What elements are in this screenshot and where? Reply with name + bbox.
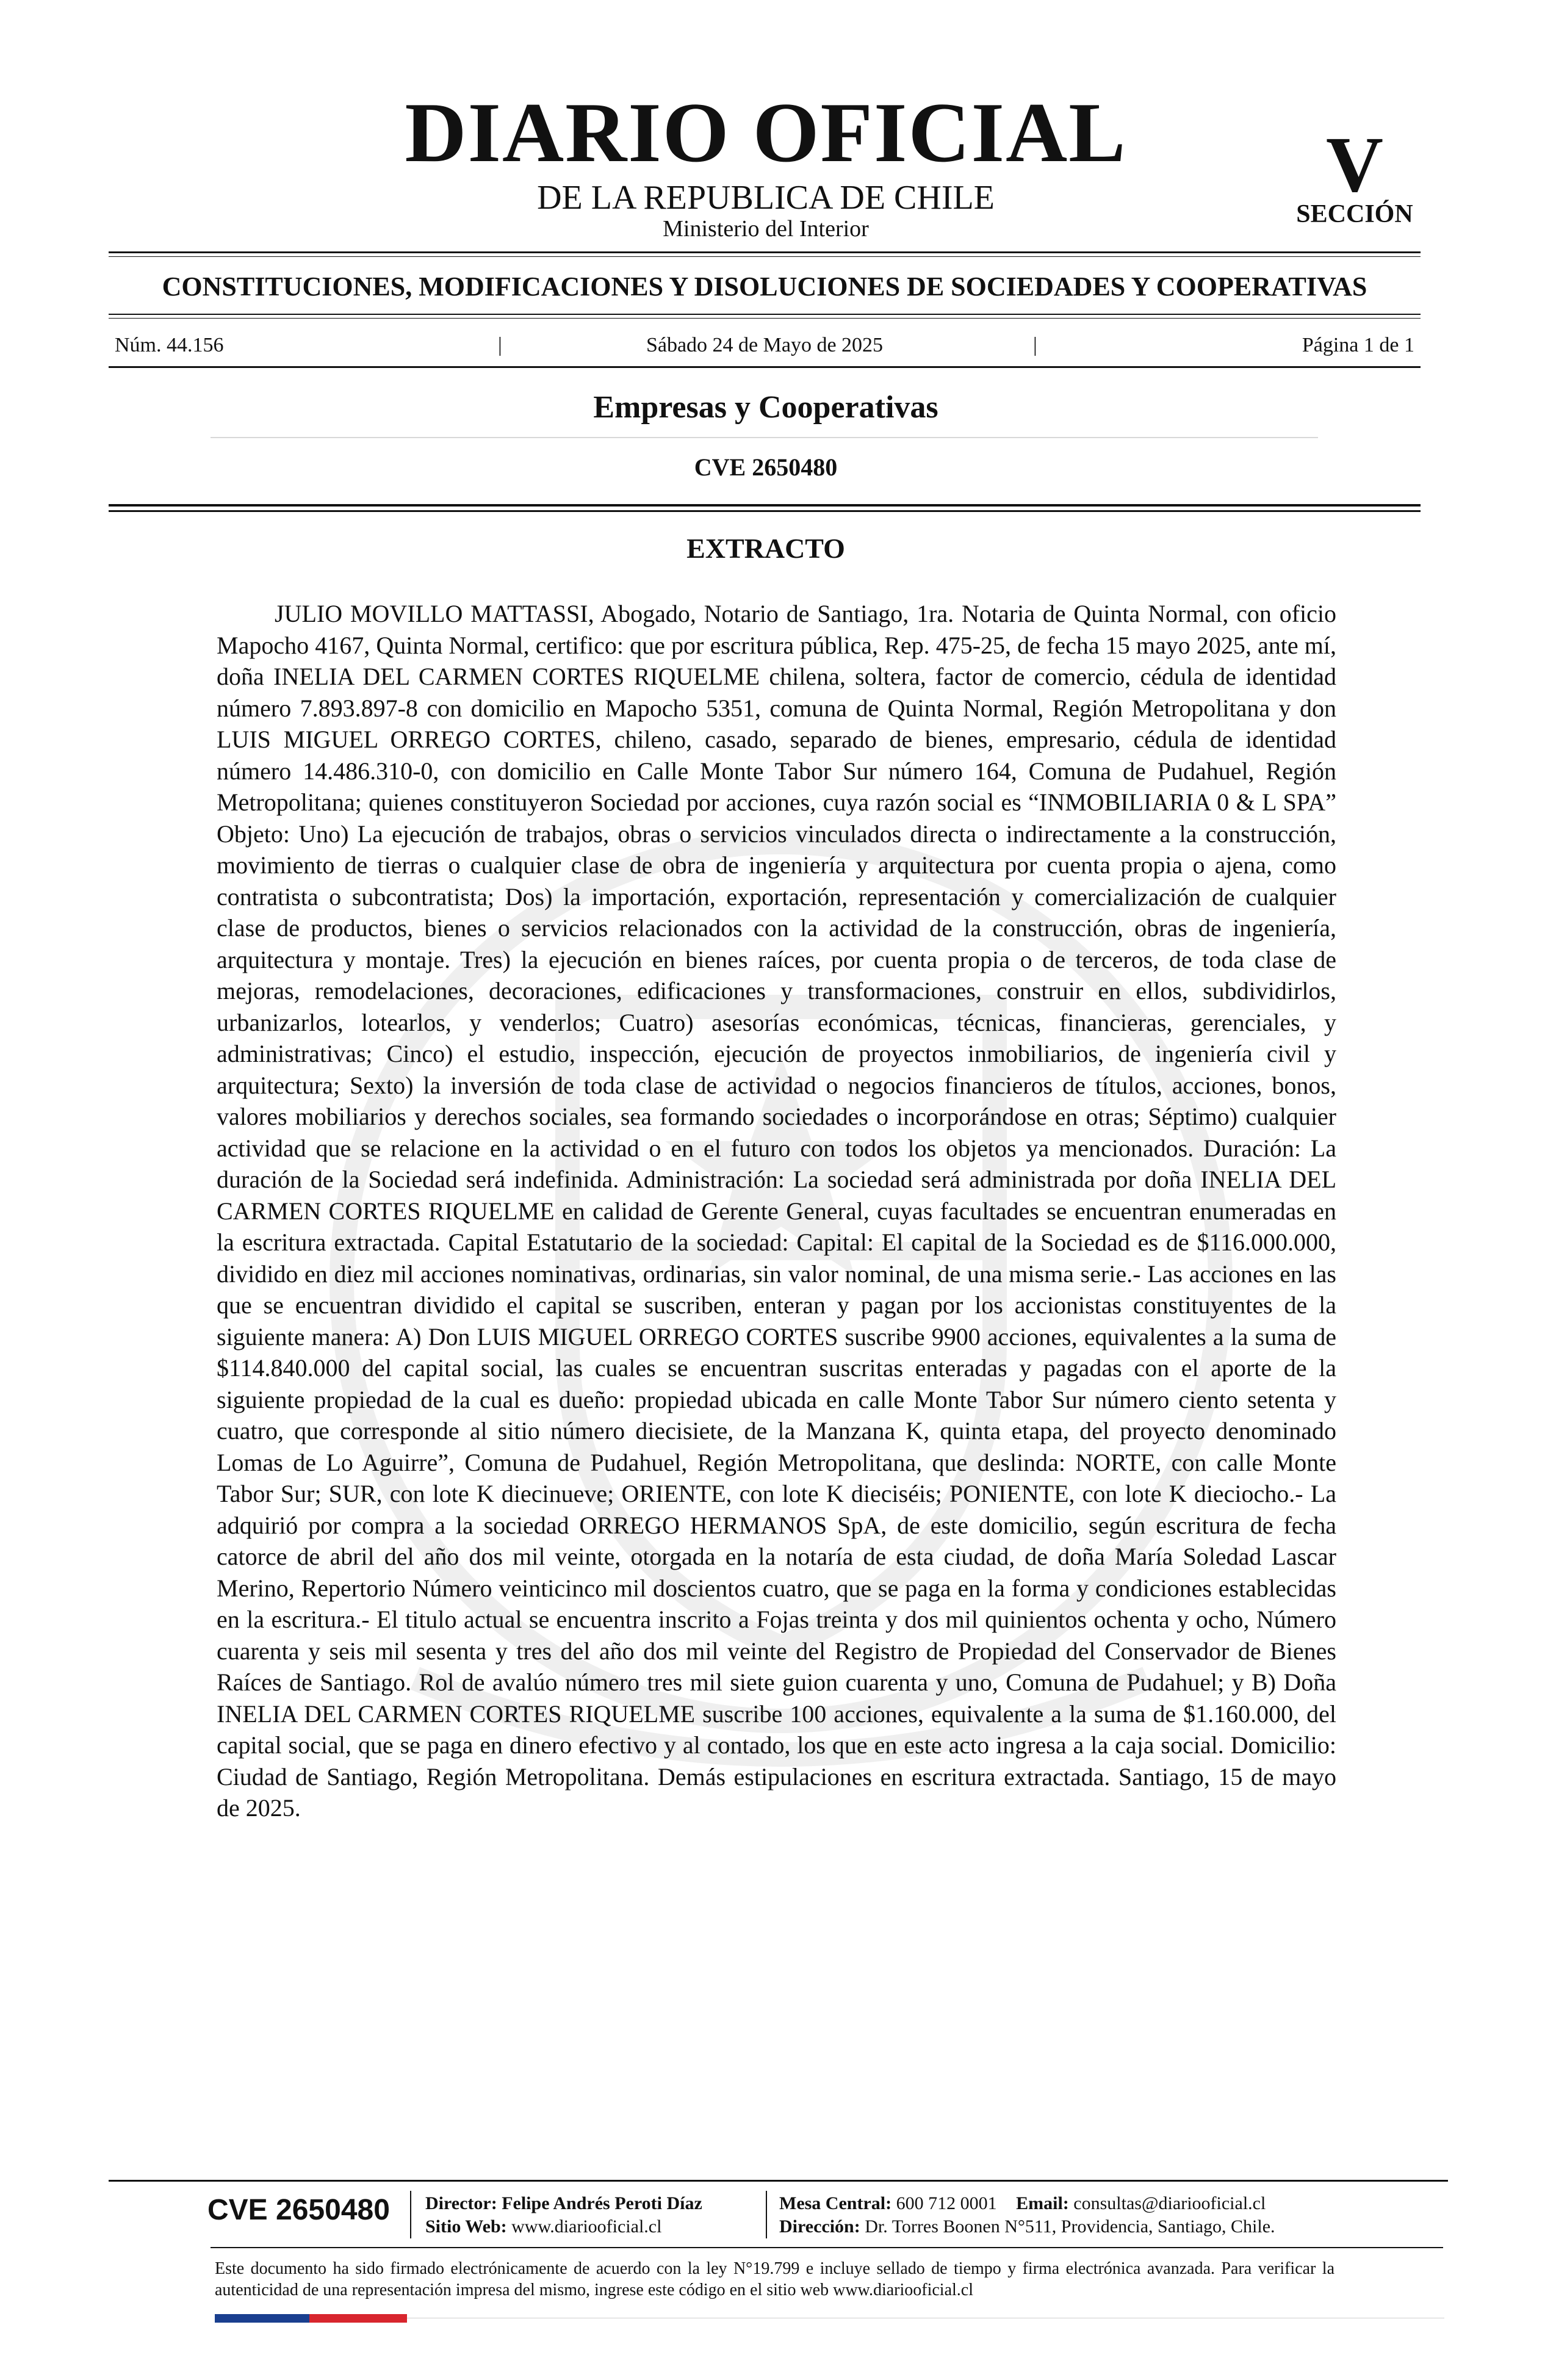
issue-separator: | [1033, 334, 1037, 356]
ministry-label: Ministerio del Interior [663, 216, 869, 242]
footer-address [779, 2218, 1275, 2236]
website-link[interactable]: www.diariooficial.cl [511, 2216, 662, 2237]
masthead-rule-thin [109, 256, 1421, 257]
footer-cve-code: CVE 2650480 [207, 2194, 390, 2226]
footer-divider [766, 2191, 767, 2238]
cve-rule-thin [109, 510, 1421, 512]
website-label: Sitio Web: [425, 2216, 507, 2237]
address-text: Dr. Torres Boonen N°511, Providencia, Santiago, Chile. [865, 2216, 1275, 2237]
newspaper-title: DIARIO OFICIAL [405, 85, 1127, 180]
rubric-title: Empresas y Cooperativas [593, 390, 938, 425]
heading-rule-thin [109, 318, 1421, 319]
footer-director [425, 2194, 702, 2213]
masthead-rule [109, 251, 1421, 253]
address-label: Dirección: [779, 2216, 860, 2237]
footer-rule [109, 2180, 1448, 2182]
director-name: Felipe Andrés Peroti Díaz [502, 2193, 702, 2213]
footer-rule-secondary [211, 2247, 1443, 2248]
section-heading: CONSTITUCIONES, MODIFICACIONES Y DISOLUCIONES DE SOCIEDADES Y COOPERATIVAS [162, 272, 1367, 301]
section-label: SECCIÓN [1296, 200, 1413, 228]
email-label: Email: [1016, 2193, 1069, 2213]
newspaper-subtitle: DE LA REPUBLICA DE CHILE [537, 179, 995, 217]
footer-divider [410, 2191, 411, 2238]
section-letter: V [1326, 121, 1383, 209]
issue-separator: | [498, 334, 502, 356]
extract-body-text: JULIO MOVILLO MATTASSI, Abogado, Notario de Santiago, 1ra. Notaria de Quinta Normal, con oficio Mapocho 4167, Quinta Normal, certifico: que por escritura pública, Rep. 475-25, de fecha 15 mayo 2025, ante mí, doña INELIA DEL CARMEN CORTES RIQUELME chilena, soltera, factor de comercio, cédula de identidad número 7.893.897-8 con domicilio en Mapocho 5351, comuna de Quinta Normal, Región Metropolitana y don LUIS MIGUEL ORREGO CORTES, chileno, casado, separado de bienes, empresario, cédula de identidad número 14.486.310-0, con domicilio en Calle Monte Tabor Sur número 164, Comuna de Pudahuel, Región Metropolitana; quienes constituyeron Sociedad por acciones, cuya razón social es “INMOBILIARIA 0 & L SPA” Objeto: Uno) La ejecución de trabajos, obras o servicios vinculados directa o indirectamente a la construcción, movimiento de tierras o cualquier clase de obra de ingeniería y arquitectura por cuenta propia o ajena, como contratista o subcontratista; Dos) la importación, exportación, representación y comercialización de cualquier clase de productos, bienes o servicios relacionados con la actividad de la construcción, obras de ingeniería, arquitectura y montaje. Tres) la ejecución en bienes raíces, por cuenta propia o de terceros, de toda clase de mejoras, remodelaciones, decoraciones, edificaciones y transformaciones, construir en ellos, subdividirlos, urbanizarlos, lotearlos, y venderlos; Cuatro) asesorías económicas, técnicas, financieras, gerenciales, y administrativas; Cinco) el estudio, inspección, ejecución de proyectos inmobiliarios, de ingeniería civil y arquitectura; Sexto) la inversión de toda clase de actividad o negocios financieros de títulos, acciones, bonos, valores mobiliarios y derechos sociales, sea formando sociedades o incorporándose en otras; Séptimo) cualquier actividad que se relacione en la actividad o en el futuro con todos los objetos ya mencionados. Duración: La duración de la Sociedad será indefinida. Administración: La sociedad será administrada por doña INELIA DEL CARMEN CORTES RIQUELME en calidad de Gerente General, cuyas facultades se encuentran enumeradas en la escritura extractada. Capital Estatutario de la sociedad: Capital: El capital de la Sociedad es de $116.000.000, dividido en diez mil acciones nominativas, ordinarias, sin valor nominal, de una misma serie.- Las acciones en las que se encuentran dividido el capital se suscriben, enteran y pagan por los accionistas constituyentes de la siguiente manera: A) Don LUIS MIGUEL ORREGO CORTES suscribe 9900 acciones, equivalentes a la suma de $114.840.000 del capital social, las cuales se encuentran suscritas enteradas y pagadas con el aporte de la siguiente propiedad de la cual es dueño: propiedad ubicada en calle Monte Tabor Sur número ciento setenta y cuatro, que corresponde al sitio número diecisiete, de la Manzana K, quinta etapa, del proyecto denominado Lomas de Lo Aguirre”, Comuna de Pudahuel, Región Metropolitana, que deslinda: NORTE, con calle Monte Tabor Sur; SUR, con lote K diecinueve; ORIENTE, con lote K dieciséis; PONIENTE, con lote K dieciocho.- La adquirió por compra a la sociedad ORREGO HERMANOS SpA, de este domicilio, según escritura de fecha catorce de abril del año dos mil veinte, otorgada en la notaría de esta ciudad, de doña María Soledad Lascar Merino, Repertorio Número veinticinco mil doscientos cuatro, que se paga en la forma y condiciones establecidas en la escritura.- El titulo actual se encuentra inscrito a Fojas treinta y dos mil quinientos ochenta y ocho, Número cuarenta y seis mil sesenta y tres del año dos mil veinte del Registro de Propiedad del Conservador de Bienes Raíces de Santiago. Rol de avalúo número tres mil siete guion cuarenta y uno, Comuna de Pudahuel; y B) Doña INELIA DEL CARMEN CORTES RIQUELME suscribe 100 acciones, equivalente a la suma de $1.160.000, del capital social, que se paga en dinero efectivo y al contado, los que en este acto ingresa a la caja social. Domicilio: Ciudad de Santiago, Región Metropolitana. Demás estipulaciones en escritura extractada. Santiago, 15 de mayo de 2025. [217, 600, 1336, 1822]
director-label: Director: [425, 2193, 497, 2213]
cve-rule [109, 504, 1421, 507]
email-link[interactable]: consultas@diariooficial.cl [1073, 2193, 1266, 2213]
cve-code: CVE 2650480 [694, 453, 838, 481]
rubric-divider [211, 437, 1318, 438]
flag-stripe-blue [215, 2314, 309, 2323]
phone-label: Mesa Central: [779, 2193, 892, 2213]
document-title: EXTRACTO [686, 533, 845, 564]
phone-number: 600 712 0001 [896, 2193, 997, 2213]
flag-stripe-red [309, 2314, 407, 2323]
footer-contact [779, 2194, 1266, 2213]
issue-number: Núm. 44.156 [115, 334, 224, 356]
footer-website [425, 2218, 661, 2236]
issue-rule [109, 366, 1421, 368]
page-number: Página 1 de 1 [1302, 334, 1414, 356]
heading-rule [109, 314, 1421, 315]
issue-date: Sábado 24 de Mayo de 2025 [646, 334, 884, 356]
electronic-signature-disclaimer: Este documento ha sido firmado electrónicamente de acuerdo con la ley N°19.799 e incluye sellado de tiempo y firma electrónica avanzada. Para verificar la autenticidad de una representación impresa del mismo, ingrese este código en el sitio web www.diariooficial.cl [215, 2259, 1334, 2299]
